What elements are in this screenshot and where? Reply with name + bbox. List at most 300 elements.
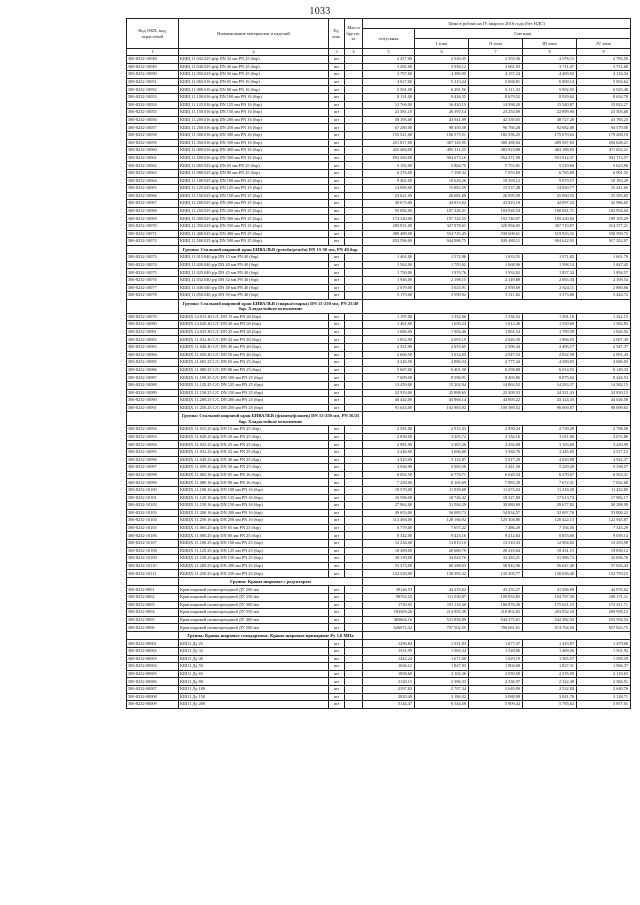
cell-mass xyxy=(345,269,363,277)
cell-zone3-price: 1 419,87 xyxy=(523,640,577,648)
table-row xyxy=(127,86,631,94)
cell-zone2-price: 18 327,80 xyxy=(469,494,523,502)
cell-zone4-price: 6 901,35 xyxy=(577,169,631,177)
cell-release-price: 8 131,00 xyxy=(363,93,415,101)
cell-zone3-price: 904 622,93 xyxy=(523,238,577,246)
cell-unit: шт xyxy=(329,624,345,632)
table-row xyxy=(127,261,631,269)
cell-name: КШЦХ 11.040.40 С/С DN 40 мм PN 40 (бар) xyxy=(179,344,329,352)
cell-name: КШЦ 11.250.025 ф/ф DN 250 мм PN 25 (бар) xyxy=(179,207,329,215)
cell-zone4-price: 122 945,87 xyxy=(577,517,631,525)
cell-zone4-price: 1 582,83 xyxy=(577,321,631,329)
header-index: 5 xyxy=(363,49,415,56)
cell-unit: шт xyxy=(329,116,345,124)
cell-name: Кран шаровой полнопроходной ДУ 200 мм xyxy=(179,586,329,594)
cell-zone3-price: 56 647,48 xyxy=(523,562,577,570)
cell-code: 300-8232-10064 xyxy=(127,177,179,185)
cell-name: КШ11 Ду 150 xyxy=(179,693,329,701)
cell-unit: шт xyxy=(329,685,345,693)
cell-zone2-price: 109 053,85 xyxy=(469,594,523,602)
table-row xyxy=(127,389,631,397)
cell-zone4-price: 41 785,23 xyxy=(577,116,631,124)
cell-name: КШЦ 11.500.016 ф/ф DN 500 мм PN 16 (бар) xyxy=(179,154,329,162)
cell-release-price: 1 562,00 xyxy=(363,261,415,269)
cell-release-price: 2 660,50 xyxy=(363,351,415,359)
cell-name: КШЦ 11.400.025 ф/ф DN 400 мм PN 25 (бар) xyxy=(179,230,329,238)
cell-zone1-price: 5 565,56 xyxy=(415,464,469,472)
cell-code: 300-8232-00003 xyxy=(127,655,179,663)
cell-unit: шт xyxy=(329,215,345,223)
header-index: 9 xyxy=(577,49,631,56)
cell-zone2-price: 2 596,34 xyxy=(469,344,523,352)
cell-unit: шт xyxy=(329,426,345,434)
cell-zone4-price: 2 640,76 xyxy=(577,685,631,693)
cell-zone1-price: 15 882,59 xyxy=(415,185,469,193)
cell-mass xyxy=(345,277,363,285)
cell-mass xyxy=(345,124,363,132)
cell-release-price: 2120,15 xyxy=(363,678,415,686)
cell-unit: шт xyxy=(329,397,345,405)
cell-mass xyxy=(345,397,363,405)
cell-zone2-price: 13 510,43 xyxy=(469,540,523,548)
cell-name: КШЦ 11.032.025 ф/ф DN 32 мм PN 25 (бар) xyxy=(179,56,329,64)
cell-zone4-price: 1 826,92 xyxy=(577,328,631,336)
cell-code: 300-8232-10063 xyxy=(127,169,179,177)
cell-zone4-price: 15 822,27 xyxy=(577,101,631,109)
cell-zone2-price: 23 254,69 xyxy=(469,109,523,117)
cell-zone2-price: 104 926,54 xyxy=(469,207,523,215)
cell-name: Кран шаровой полнопроходной ДУ 350 мм xyxy=(179,609,329,617)
cell-release-price: 5 667,00 xyxy=(363,366,415,374)
cell-zone2-price: 2 555,56 xyxy=(469,56,523,64)
table-row xyxy=(127,162,631,170)
cell-code: 300-8232-10067 xyxy=(127,200,179,208)
cell-zone3-price: 8 075,62 xyxy=(523,374,577,382)
table-row xyxy=(127,359,631,367)
cell-mass xyxy=(345,139,363,147)
cell-zone1-price: 1 565,34 xyxy=(415,648,469,656)
cell-zone1-price: 8 165,69 xyxy=(415,479,469,487)
cell-release-price: 626072,32 xyxy=(363,624,415,632)
cell-zone1-price: 6 779,71 xyxy=(415,471,469,479)
cell-mass xyxy=(345,131,363,139)
cell-zone1-price: 60 288,63 xyxy=(415,562,469,570)
table-row xyxy=(127,693,631,701)
table-row xyxy=(127,494,631,502)
cell-zone1-price: 2 707,34 xyxy=(415,685,469,693)
cell-unit: шт xyxy=(329,502,345,510)
cell-release-price: 7 229,00 xyxy=(363,479,415,487)
cell-zone1-price: 1 650,24 xyxy=(415,321,469,329)
cell-zone3-price: 31 986,72 xyxy=(523,555,577,563)
group-title: Группа: Краны шаровые стандартные. Краны шаровые приварные Ру 1,6 МПа xyxy=(179,632,363,640)
cell-mass xyxy=(345,63,363,71)
cell-unit: шт xyxy=(329,509,345,517)
cell-zone3-price: 1 571,82 xyxy=(523,254,577,262)
cell-unit: шт xyxy=(329,570,345,578)
cell-release-price: 2820,49 xyxy=(363,693,415,701)
cell-zone1-price: 4 886,54 xyxy=(415,359,469,367)
cell-zone4-price: 1 601,79 xyxy=(577,254,631,262)
cell-name: КШЦ 11.080.025 ф/ф DN 80 мм PN 25 (бар) xyxy=(179,169,329,177)
cell-code: 300-8232-10049 xyxy=(127,63,179,71)
cell-zone3-price: 1 857,32 xyxy=(523,269,577,277)
cell-zone2-price: 5 753,81 xyxy=(469,162,523,170)
cell-zone3-price: 6 000,14 xyxy=(523,78,577,86)
cell-release-price: 4 926,90 xyxy=(363,464,415,472)
cell-mass xyxy=(345,648,363,656)
cell-zone2-price: 1 677,47 xyxy=(469,640,523,648)
cell-release-price: 251 817,00 xyxy=(363,139,415,147)
cell-zone3-price: 674 764,50 xyxy=(523,624,577,632)
cell-unit: шт xyxy=(329,284,345,292)
cell-release-price: 98702,53 xyxy=(363,594,415,602)
cell-zone4-price: 5 857,01 xyxy=(577,701,631,709)
cell-zone2-price: 2 046,39 xyxy=(469,336,523,344)
cell-zone3-price: 12 984,02 xyxy=(523,540,577,548)
cell-zone4-price: 2 110,63 xyxy=(577,670,631,678)
cell-mass xyxy=(345,502,363,510)
cell-unit: шт xyxy=(329,494,345,502)
cell-code: 300-8232-10097 xyxy=(127,464,179,472)
cell-zone2-price: 43 823,10 xyxy=(469,200,523,208)
table-row xyxy=(127,374,631,382)
cell-name: КШЦ 11.300.016 ф/ф DN 300 мм PN 16 (бар) xyxy=(179,131,329,139)
cell-code: 300-8232-10098 xyxy=(127,471,179,479)
table-row xyxy=(127,433,631,441)
group-empty-cell xyxy=(363,412,631,426)
cell-code: 300-8232-10051 xyxy=(127,78,179,86)
cell-code: 300-8232-00006 xyxy=(127,678,179,686)
cell-code: 300-8232-10048 xyxy=(127,56,179,64)
table-row xyxy=(127,670,631,678)
cell-mass xyxy=(345,86,363,94)
cell-zone1-price: 2 102,26 xyxy=(415,670,469,678)
cell-mass xyxy=(345,441,363,449)
cell-zone2-price: 544 275,61 xyxy=(469,616,523,624)
cell-release-price: 49 653,00 xyxy=(363,509,415,517)
table-header xyxy=(127,19,631,56)
cell-zone3-price: 15 540,87 xyxy=(523,101,577,109)
cell-zone1-price: 3 666,60 xyxy=(415,448,469,456)
cell-zone4-price: 3 751,68 xyxy=(577,63,631,71)
cell-zone1-price: 102 983,92 xyxy=(415,404,469,412)
cell-zone2-price: 1 932,82 xyxy=(469,269,523,277)
cell-mass xyxy=(345,678,363,686)
cell-zone1-price: 214 955,38 xyxy=(415,609,469,617)
cell-zone2-price: 8 403,86 xyxy=(469,374,523,382)
table-row xyxy=(127,336,631,344)
cell-name: КШЦ 11.125.025 ф/ф DN 125 мм PN 25 (бар) xyxy=(179,185,329,193)
cell-mass xyxy=(345,359,363,367)
cell-mass xyxy=(345,336,363,344)
cell-mass xyxy=(345,56,363,64)
cell-name: КШЦХ 11.080.25 ф/ф DN 80 мм PN 25 (бар) xyxy=(179,532,329,540)
cell-zone1-price: 6 544,56 xyxy=(415,701,469,709)
group-code-cell xyxy=(127,299,179,313)
cell-zone1-price: 3 025,91 xyxy=(415,284,469,292)
cell-code: 300-8232-10109 xyxy=(127,555,179,563)
cell-release-price: 1331,99 xyxy=(363,648,415,656)
cell-code: 300-8232-10060 xyxy=(127,147,179,155)
cell-zone4-price: 15 241,69 xyxy=(577,185,631,193)
header-zone2: II зона xyxy=(469,39,523,49)
cell-mass xyxy=(345,616,363,624)
cell-zone4-price: 5 623,96 xyxy=(577,162,631,170)
cell-mass xyxy=(345,456,363,464)
group-header-row xyxy=(127,578,631,586)
cell-name: КШЦ 11.500.025 ф/ф DN 500 мм PN 25 (бар) xyxy=(179,238,329,246)
cell-zone3-price: 25 060,55 xyxy=(523,192,577,200)
header-name: Наименование материалов и изделий xyxy=(179,19,329,49)
cell-zone2-price: 192 740,97 xyxy=(469,215,523,223)
cell-zone1-price: 15 202,94 xyxy=(415,381,469,389)
cell-release-price: 38 195,00 xyxy=(363,116,415,124)
cell-unit: шт xyxy=(329,93,345,101)
cell-zone4-price: 179 208,18 xyxy=(577,131,631,139)
cell-zone1-price: 495 111,55 xyxy=(415,147,469,155)
cell-zone2-price: 3 292,08 xyxy=(469,441,523,449)
cell-name: КШЦХ 11.150.25 С/С DN 150 мм PN 25 (бар) xyxy=(179,389,329,397)
cell-release-price: 27 962,00 xyxy=(363,502,415,510)
cell-name: КШЦХ 11.040.25 ф/ф DN 40 мм PN 25 (бар) xyxy=(179,456,329,464)
header-index: 7 xyxy=(469,49,523,56)
cell-code: 300-8232-10092 xyxy=(127,426,179,434)
header-release: отпускная xyxy=(363,29,415,49)
cell-zone3-price: 130 036,40 xyxy=(523,570,577,578)
cell-code: 300-8232-10085 xyxy=(127,359,179,367)
cell-unit: шт xyxy=(329,693,345,701)
cell-release-price: 155 521,00 xyxy=(363,131,415,139)
cell-zone2-price: 9 212,64 xyxy=(469,532,523,540)
cell-unit: шт xyxy=(329,101,345,109)
table-row xyxy=(127,517,631,525)
cell-name: КШЦХ 11.200.25 С/С DN 200 мм PN 25 (бар) xyxy=(179,397,329,405)
cell-zone4-price: 917 352,97 xyxy=(577,238,631,246)
cell-unit: шт xyxy=(329,663,345,671)
cell-unit: шт xyxy=(329,540,345,548)
cell-release-price: 30 139,00 xyxy=(363,555,415,563)
cell-zone1-price: 56 085,73 xyxy=(415,509,469,517)
cell-release-price: 12 766,90 xyxy=(363,101,415,109)
cell-release-price: 8 342,00 xyxy=(363,532,415,540)
cell-zone4-price: 189 105,29 xyxy=(577,215,631,223)
cell-mass xyxy=(345,532,363,540)
cell-release-price: 1 197,00 xyxy=(363,313,415,321)
cell-zone1-price: 1 352,06 xyxy=(415,313,469,321)
cell-zone1-price: 25 888,65 xyxy=(415,389,469,397)
cell-zone2-price: 1 528,86 xyxy=(469,648,523,656)
cell-release-price: 13 459,00 xyxy=(363,381,415,389)
cell-code: 300-8232-10065 xyxy=(127,185,179,193)
cell-name: КШЦХ 14.025.40 С/С DN 25 мм PN 40 (бар) xyxy=(179,328,329,336)
cell-name: КШЦ 11.300.025 ф/ф DN 300 мм PN 25 (бар) xyxy=(179,215,329,223)
cell-release-price: 12 234,00 xyxy=(363,540,415,548)
cell-name: КШЦХ 11.100.25 С/С DN 100 мм PN 25 (бар) xyxy=(179,374,329,382)
cell-mass xyxy=(345,670,363,678)
cell-code: 300-8232-0001 xyxy=(127,586,179,594)
cell-mass xyxy=(345,215,363,223)
cell-zone1-price: 1 847,93 xyxy=(415,663,469,671)
cell-zone1-price: 98 350,58 xyxy=(415,124,469,132)
cell-zone1-price: 43 041,99 xyxy=(415,116,469,124)
cell-release-price: 23 581,10 xyxy=(363,109,415,117)
cell-name: КШ11 Ду 50 xyxy=(179,663,329,671)
cell-release-price: 5 192,00 xyxy=(363,162,415,170)
cell-zone3-price: 1 789,39 xyxy=(523,328,577,336)
cell-release-price: 1296,84 xyxy=(363,640,415,648)
cell-zone3-price: 7 194,56 xyxy=(523,524,577,532)
table-row xyxy=(127,404,631,412)
cell-unit: шт xyxy=(329,223,345,231)
group-header-row xyxy=(127,632,631,640)
cell-zone3-price: 4 590,83 xyxy=(523,359,577,367)
cell-zone1-price: 45 866,14 xyxy=(415,397,469,405)
table-row xyxy=(127,238,631,246)
cell-name: КШЦ 11.032.040 р/р DN 32 мм PN 40 (бар) xyxy=(179,277,329,285)
table-row xyxy=(127,277,631,285)
cell-release-price: 53 373,00 xyxy=(363,562,415,570)
table-row xyxy=(127,154,631,162)
cell-zone3-price: 1 598,14 xyxy=(523,261,577,269)
cell-zone4-price: 1 599,39 xyxy=(577,655,631,663)
cell-name: КШЦ 11.200.025 ф/ф DN 200 мм PN 25 (бар) xyxy=(179,200,329,208)
table-row xyxy=(127,381,631,389)
cell-unit: шт xyxy=(329,230,345,238)
cell-name: КШЦ 11.015.040 р/р DN 15 мм PN 40 (бар) xyxy=(179,254,329,262)
cell-zone1-price: 34 043,70 xyxy=(415,555,469,563)
cell-zone3-price: 40 727,29 xyxy=(523,116,577,124)
cell-zone1-price: 1 904,46 xyxy=(415,328,469,336)
cell-mass xyxy=(345,555,363,563)
cell-code: 300-8232-00005 xyxy=(127,670,179,678)
cell-unit: шт xyxy=(329,147,345,155)
table-row xyxy=(127,640,631,648)
table-row xyxy=(127,200,631,208)
cell-unit: шт xyxy=(329,207,345,215)
cell-zone2-price: 1 804,68 xyxy=(469,663,523,671)
price-table-sheet xyxy=(126,18,630,709)
cell-zone1-price: 2 093,19 xyxy=(415,336,469,344)
cell-name: КШЦ 11.080.016 ф/ф DN 80 мм PN 16 (бар) xyxy=(179,86,329,94)
cell-zone4-price: 14 582,15 xyxy=(577,381,631,389)
cell-mass xyxy=(345,284,363,292)
cell-name: КШЦХ 11.100.16 ф/ф DN 100 мм PN 16 (бар) xyxy=(179,486,329,494)
cell-unit: шт xyxy=(329,701,345,709)
cell-zone2-price: 33 283,21 xyxy=(469,555,523,563)
cell-mass xyxy=(345,185,363,193)
cell-mass xyxy=(345,177,363,185)
cell-mass xyxy=(345,404,363,412)
cell-code: 300-8232-00007 xyxy=(127,685,179,693)
cell-code: 300-8232-00008 xyxy=(127,693,179,701)
header-index: 4 xyxy=(345,49,363,56)
cell-release-price: 1 461,00 xyxy=(363,321,415,329)
cell-unit: шт xyxy=(329,169,345,177)
cell-unit: шт xyxy=(329,185,345,193)
cell-zone1-price: 3 014,03 xyxy=(415,351,469,359)
header-estimated: Сметная xyxy=(415,29,631,39)
cell-release-price: 5144,47 xyxy=(363,701,415,709)
cell-zone3-price: 8 929,62 xyxy=(523,93,577,101)
table-row xyxy=(127,344,631,352)
cell-code: 300-8232-10058 xyxy=(127,131,179,139)
table-row xyxy=(127,177,631,185)
cell-zone4-price: 32 656,78 xyxy=(577,555,631,563)
cell-mass xyxy=(345,101,363,109)
table-row xyxy=(127,655,631,663)
cell-zone4-price: 53 800,22 xyxy=(577,509,631,517)
cell-release-price: 2 581,00 xyxy=(363,426,415,434)
cell-zone1-price: 3 590,92 xyxy=(415,292,469,300)
cell-mass xyxy=(345,366,363,374)
cell-name: КШЦ 11.150.016 ф/ф DN 150 мм PN 16 (бар) xyxy=(179,109,329,117)
cell-zone2-price: 1 336,52 xyxy=(469,313,523,321)
cell-zone2-price: 11 673,04 xyxy=(469,486,523,494)
table-row xyxy=(127,139,631,147)
cell-zone1-price: 554 725,45 xyxy=(415,230,469,238)
cell-zone2-price: 5 909,42 xyxy=(469,701,523,709)
cell-code: 300-8232-00009 xyxy=(127,701,179,709)
cell-unit: шт xyxy=(329,109,345,117)
cell-name: КШЦ 11.050.040 р/р DN 50 мм PN 40 (бар) xyxy=(179,292,329,300)
cell-zone2-price: 186 876,36 xyxy=(469,601,523,609)
cell-mass xyxy=(345,261,363,269)
table-row xyxy=(127,313,631,321)
cell-release-price: 2397,83 xyxy=(363,685,415,693)
cell-zone1-price: 6 401,50 xyxy=(415,366,469,374)
cell-zone1-price: 138 395,32 xyxy=(415,570,469,578)
cell-zone4-price: 8 632,78 xyxy=(577,93,631,101)
cell-zone3-price: 3 163,60 xyxy=(523,441,577,449)
group-title: Группа: Краны шаровые с редуктором xyxy=(179,578,363,586)
table-row xyxy=(127,616,631,624)
table-row xyxy=(127,328,631,336)
cell-zone3-price: 542 382,33 xyxy=(523,616,577,624)
cell-code: 300-8232-10086 xyxy=(127,366,179,374)
cell-code: 300-8232-10084 xyxy=(127,351,179,359)
cell-name: КШЦХ 11.150.16 ф/ф DN 150 мм PN 16 (бар) xyxy=(179,502,329,510)
cell-zone1-price: 111 530,97 xyxy=(415,594,469,602)
cell-name: КШЦХ 11.250.25 С/С DN 250 мм PN 25 (бар) xyxy=(179,404,329,412)
table-row xyxy=(127,555,631,563)
cell-zone3-price: 24 321,43 xyxy=(523,389,577,397)
cell-zone1-price: 964 673,16 xyxy=(415,154,469,162)
cell-zone3-price: 17 613,74 xyxy=(523,494,577,502)
group-code-cell xyxy=(127,632,179,640)
cell-unit: шт xyxy=(329,655,345,663)
cell-zone3-price: 4 820,88 xyxy=(523,456,577,464)
cell-name: КШ11 Ду 65 xyxy=(179,670,329,678)
cell-zone4-price: 3 517,12 xyxy=(577,448,631,456)
cell-release-price: 40 442,00 xyxy=(363,397,415,405)
cell-release-price: 1 750,00 xyxy=(363,269,415,277)
cell-name: Кран шаровой полнопроходной ДУ 400 мм xyxy=(179,616,329,624)
cell-zone2-price: 2 649,99 xyxy=(469,685,523,693)
cell-zone3-price: 307 719,87 xyxy=(523,223,577,231)
cell-code: 300-8232-10078 xyxy=(127,292,179,300)
cell-code: 300-8232-10070 xyxy=(127,223,179,231)
cell-release-price: 122 520,00 xyxy=(363,570,415,578)
cell-unit: шт xyxy=(329,601,345,609)
cell-name: КШЦХ 11.025.25 ф/ф DN 25 мм PN 25 (бар) xyxy=(179,441,329,449)
group-header-row xyxy=(127,245,631,253)
cell-zone1-price: 3 367,26 xyxy=(415,441,469,449)
cell-zone2-price: 44 805,22 xyxy=(469,397,523,405)
cell-name: КШЦ 11.025.040 р/р DN 25 мм PN 40 (бар) xyxy=(179,269,329,277)
header-index: 3 xyxy=(329,49,345,56)
cell-name: КШЦ 11.250.016 ф/ф DN 250 мм PN 16 (бар) xyxy=(179,124,329,132)
